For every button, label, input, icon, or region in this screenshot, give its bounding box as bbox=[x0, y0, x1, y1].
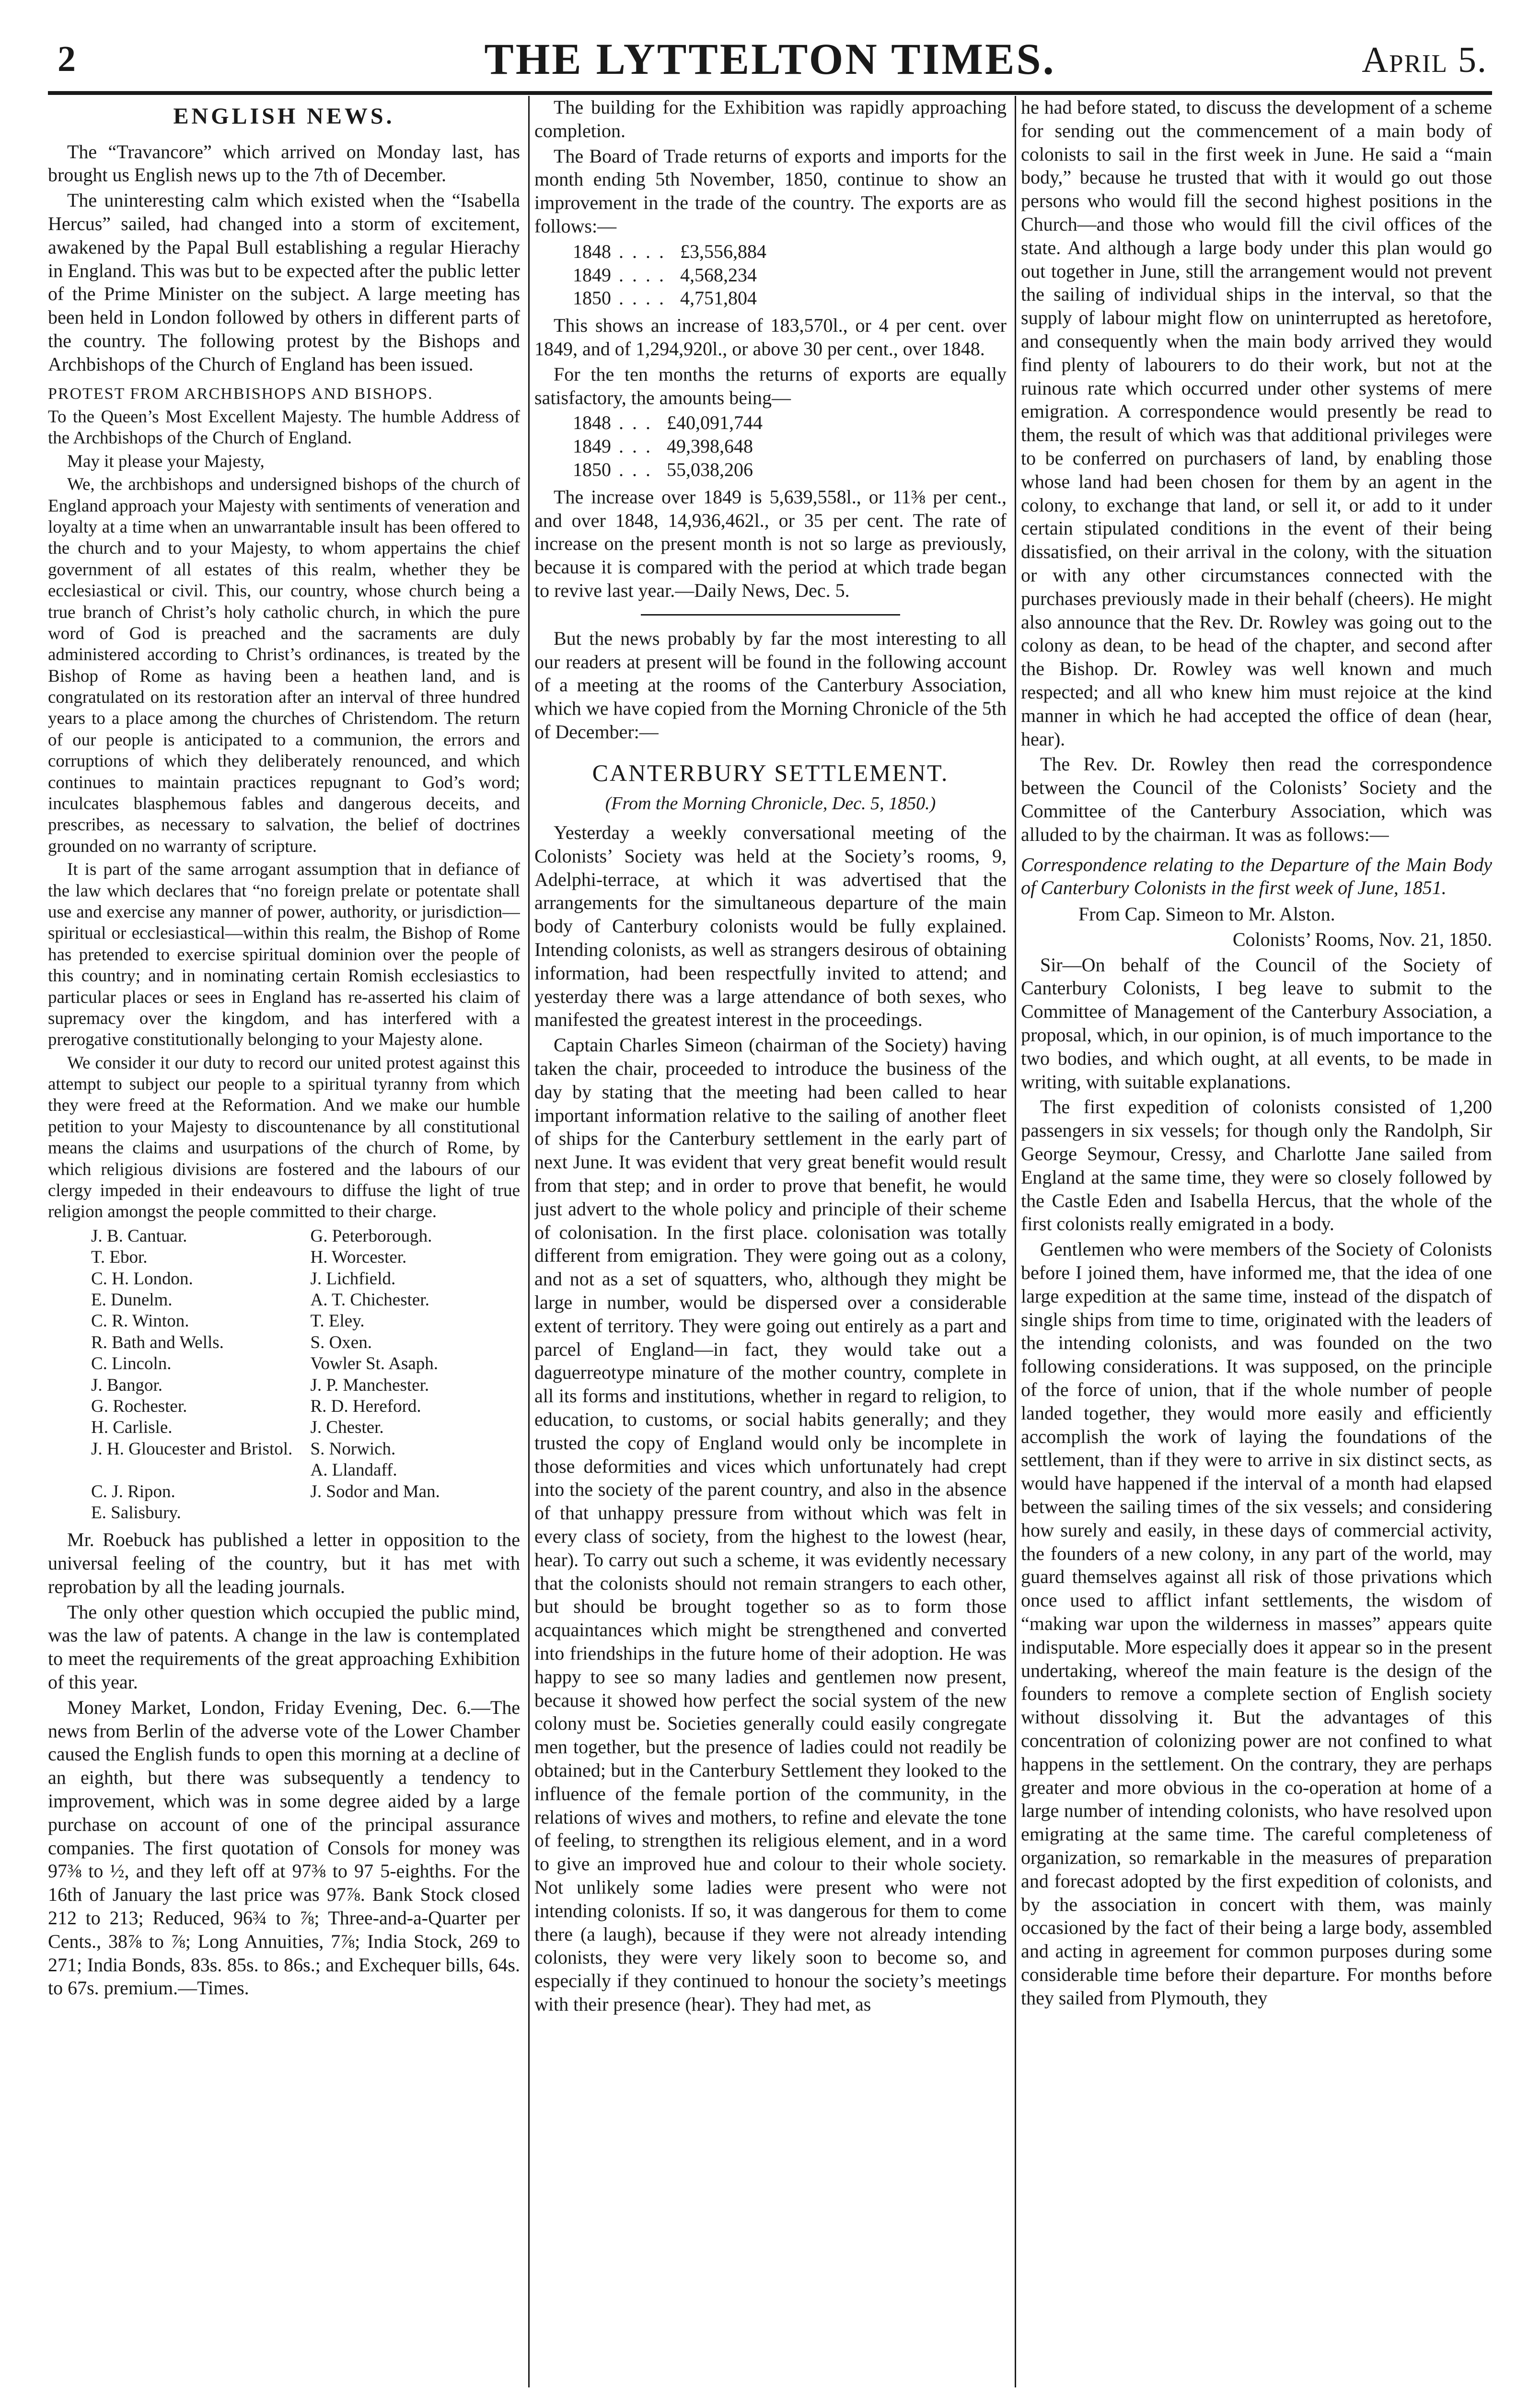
signatory: H. Carlisle. bbox=[91, 1418, 173, 1438]
signatory: S. Norwich. bbox=[310, 1439, 396, 1459]
signatory: G. Rochester. bbox=[91, 1396, 187, 1416]
signatory: J. Chester. bbox=[310, 1418, 384, 1438]
protest-paragraph: We consider it our duty to record our united protest against this attempt to subject our people to a spiritual tyranny from which they were freed at the Reformation. And we make our humble petition to your Majesty to discountenance by all constitutional means the claims and usurpations of the church of Rome, by which religious divisions are fostered and the labours of our clergy impeded in their endeavours to diffuse the light of true religion amongst the people committed to their charge. bbox=[48, 1053, 520, 1222]
article-paragraph: But the news probably by far the most interesting to all our readers at present will be found in the following account of a meeting at the rooms of the Canterbury Association, which we have copied from the Morning Chronicle of the 5th of December:— bbox=[534, 627, 1007, 743]
table-cell-year: 1850 bbox=[573, 287, 611, 309]
issue-date: April 5. bbox=[1362, 40, 1487, 80]
table-cell-amount: £40,091,744 bbox=[667, 412, 763, 434]
table-cell-amount: 49,398,648 bbox=[667, 435, 753, 457]
column-1 bbox=[48, 96, 520, 2387]
newspaper-title: THE LYTTELTON TIMES. bbox=[484, 35, 1056, 83]
article-paragraph: he had before stated, to discuss the development of a scheme for sending out the commencement of a main body of colonists to sail in the first week in June. He said a “main body,” because he trusted that with it would go out those persons who would fill the second highest positions in the Church—and those who would fill the civil offices of the state. And although a large body under this plan would go out together in June, still the arrangement would not prevent the sailing of individual ships in the interval, so that the supply of labour might flow on uninterrupted as heretofore, and consequently when the main body arrived they would find plenty of labourers to do their work, but not at the ruinous rate which occurred under other systems of mere emigration. A correspondence would presently be read to them, the result of which was that additional privileges were to be conferred on purchasers of land, by enabling those whose land had been chosen for them by an agent in the colony, to exchange that land, or sell it, or add to it under certain stipulated conditions in the event of their being dissatisfied, on their arrival in the colony, with the situation or with any other circumstances connected with the purchases previously made in their behalf (cheers). He might also announce that the Rev. Dr. Rowley was going out to the colony as dean, to be head of the chapter, and second after the Bishop. Dr. Rowley was well known and much respected; and all who knew him must rejoice at the kind manner in which he had accepted the office of dean (hear, hear). bbox=[1021, 96, 1492, 750]
signatory: G. Peterborough. bbox=[310, 1226, 432, 1246]
article-paragraph: Mr. Roebuck has published a letter in opposition to the universal feeling of the country, but it has met with reprobation by all the leading journals. bbox=[48, 1529, 520, 1597]
protest-paragraph: May it please your Majesty, bbox=[67, 451, 265, 471]
signatory: S. Oxen. bbox=[310, 1332, 372, 1352]
table-row bbox=[573, 411, 770, 435]
signatory: E. Dunelm. bbox=[91, 1290, 173, 1310]
signatories bbox=[91, 1226, 520, 1524]
article-paragraph: The uninteresting calm which existed when the “Isabella Hercus” sailed, had changed into a storm of excitement, awakened by the Papal Bull establishing a regular Hierachy in England. This was but to be expected after the public letter of the Prime Minister on the subject. A large meeting has been held in London followed by others in different parts of the country. The following protest by the Bishops and Archbishops of the Church of England has been issued. bbox=[48, 189, 520, 375]
signatory: R. D. Hereford. bbox=[310, 1396, 421, 1416]
protest-address: To the Queen’s Most Excellent Majesty. The humble Address of the Archbishops of the Church of England. bbox=[48, 407, 520, 448]
article-paragraph: The “Travancore” which arrived on Monday last, has brought us English news up to the 7th of December. bbox=[48, 140, 520, 186]
column-2 bbox=[534, 96, 1007, 2387]
article-paragraph: For the ten months the returns of exports are equally satisfactory, the amounts being— bbox=[534, 363, 1007, 408]
signatory: J. Sodor and Man. bbox=[310, 1481, 440, 1501]
column-3 bbox=[1021, 96, 1492, 2387]
letter-from-line: From Cap. Simeon to Mr. Alston. bbox=[1078, 903, 1335, 925]
signatory: R. Bath and Wells. bbox=[91, 1332, 224, 1352]
letter-paragraph: Sir—On behalf of the Council of the Society of Canterbury Colonists, I beg leave to submit to the Committee of Management of the Canterbury Association, a proposal, which, in our opinion, is of much importance to the two bodies, and which ought, at all events, to be made in writing, with suitable explanations. bbox=[1021, 954, 1492, 1093]
exports-table-ten-months bbox=[573, 411, 770, 481]
exports-table-month bbox=[573, 240, 774, 310]
signatory: A. T. Chichester. bbox=[310, 1290, 429, 1310]
signatory: J. H. Gloucester and Bristol. bbox=[91, 1439, 293, 1459]
article-paragraph: Yesterday a weekly conversational meeting of the Colonists’ Society was held at the Society’s rooms, 9, Adelphi-terrace, at which it was advertised that the arrangements for the simultaneous departure of the main body of Canterbury colonists would be fully explained. Intending colonists, as well as strangers desirous of obtaining information, had been respectfully invited to attend; and yesterday there was a large attendance of both sexes, who manifested the greatest interest in the proceedings. bbox=[534, 822, 1007, 1031]
table-leader: ... bbox=[619, 435, 659, 457]
page-number: 2 bbox=[58, 39, 76, 79]
signatory: J. Bangor. bbox=[91, 1375, 163, 1395]
signatory bbox=[311, 1502, 521, 1524]
table-cell-year: 1849 bbox=[573, 435, 611, 457]
table-cell-amount: 55,038,206 bbox=[667, 458, 753, 480]
signatory: A. Llandaff. bbox=[310, 1460, 397, 1480]
table-cell-year: 1848 bbox=[573, 240, 611, 262]
signatory: E. Salisbury. bbox=[91, 1502, 181, 1523]
signatory: J. B. Cantuar. bbox=[91, 1226, 187, 1246]
table-row bbox=[573, 458, 770, 482]
correspondence-title: Correspondence relating to the Departure of the Main Body of Canterbury Colonists in the first week of June, 1851. bbox=[1021, 853, 1492, 899]
signatory bbox=[91, 1460, 301, 1481]
table-row bbox=[573, 240, 774, 264]
signatory: H. Worcester. bbox=[310, 1247, 407, 1268]
table-cell-amount: £3,556,884 bbox=[680, 240, 766, 262]
table-leader: .... bbox=[619, 240, 672, 262]
article-paragraph: The only other question which occupied the public mind, was the law of patents. A change in the law is contemplated to meet the requirements of the great approaching Exhibition of this year. bbox=[48, 1601, 520, 1693]
signatory: T. Ebor. bbox=[91, 1247, 148, 1268]
letter-place-line: Colonists’ Rooms, Nov. 21, 1850. bbox=[1232, 928, 1492, 950]
table-leader: .... bbox=[619, 287, 672, 309]
table-cell-amount: 4,751,804 bbox=[680, 287, 757, 309]
section-separator bbox=[641, 614, 901, 616]
table-leader: ... bbox=[619, 412, 659, 434]
section-heading: ENGLISH NEWS. bbox=[173, 104, 395, 129]
signatory: T. Eley. bbox=[310, 1311, 365, 1331]
article-paragraph: The Board of Trade returns of exports and imports for the month ending 5th November, 1850, continue to show an improvement in the trade of the country. The exports are as follows:— bbox=[534, 145, 1007, 237]
signatory: C. R. Winton. bbox=[91, 1311, 189, 1331]
table-leader: ... bbox=[619, 458, 659, 480]
masthead bbox=[48, 29, 1492, 95]
section-heading: CANTERBURY SETTLEMENT. bbox=[592, 759, 949, 786]
article-paragraph: The increase over 1849 is 5,639,558l., or 11⅜ per cent., and over 1848, 14,936,462l., or 35 per cent. The rate of increase on the present month is not so large as previously, because it is compared with the period at which trade began to revive last year.—Daily News, Dec. 5. bbox=[534, 486, 1007, 601]
article-paragraph: This shows an increase of 183,570l., or 4 per cent. over 1849, and of 1,294,920l., or above 30 per cent., over 1848. bbox=[534, 314, 1007, 360]
table-cell-year: 1849 bbox=[573, 264, 611, 286]
letter-paragraph: Gentlemen who were members of the Society of Colonists before I joined them, have informed me, that the idea of one large expedition at the same time, instead of the dispatch of single ships from time to time, originated with the leaders of the intending colonists, and was founded on the two following considerations. It was supposed, on the principle of the force of union, that if the whole number of people landed together, they would more easily and efficiently accomplish the work of laying the foundations of the settlement, than if they were to arrive in six distinct sects, as would have happened if the interval of a month had elapsed between the sailing times of the six vessels; and considering how surely and easily, in these days of commercial activity, the founders of a new colony, in any part of the world, may guard themselves against all risk of those privations which once used to afflict infant settlements, the wisdom of “making war upon the wilderness in masses” appears quite indisputable. More especially does it appear so in the present undertaking, whereof the main feature is the design of the founders to remove a complete section of English society without dissolving it. But the advantages of this concentration of colonizing power are not confined to what happens in the settlement. On the contrary, they are perhaps greater and more obvious in the co-operation at home of a large number of intending colonists, who have resolved upon emigrating at the same time. The careful completeness of organization, so remarkable in the measures of preparation and forecast adopted by the first expedition of colonists, and by the association in concert with them, was mainly occasioned by the fact of their being a large body, assembled and acting in agreement for common purposes during some considerable time before their departure. For months before they sailed from Plymouth, they bbox=[1021, 1238, 1492, 2009]
protest-paragraph: We, the archbishops and undersigned bishops of the church of England approach your Majesty with sentiments of veneration and loyalty at a time when an unwarrantable insult has been offered to the church and to your Majesty, to whom appertains the chief government of all estates of this realm, whether they be ecclesiastical or civil. This, our country, whose church being a true branch of Christ’s holy catholic church, in which the pure word of God is preached and the sacraments are duly administered according to Christ’s ordinances, is treated by the Bishop of Rome as having been a heathen land, and is congratulated on its restoration after an interval of three hundred years to a place among the churches of Christendom. The return of our people is anticipated to a communion, the errors and corruptions of which they deliberately renounced, and which continues to maintain practices repugnant to God’s word; inculcates blasphemous fables and dangerous deceits, and prescribes, as necessary to salvation, the belief of doctrines grounded on no warranty of scripture. bbox=[48, 475, 520, 856]
article-paragraph: The building for the Exhibition was rapidly approaching completion. bbox=[534, 96, 1007, 141]
signatory: C. J. Ripon. bbox=[91, 1481, 175, 1501]
protest-paragraph: It is part of the same arrogant assumption that in defiance of the law which declares that “no foreign prelate or potentate shall use and exercise any manner of power, authority, or jurisdiction—spiritual or ecclesiastical—within this realm, the Bishop of Rome has pretended to exercise spiritual dominion over the people of this country; and in nominating certain Romish ecclesiastics to particular places or sees in England has re-asserted his claim of supremacy over the kingdom, and has interfered with a prerogative constitutionally belonging to your Majesty alone. bbox=[48, 860, 520, 1050]
columns bbox=[48, 96, 1492, 2387]
protest-title: PROTEST FROM ARCHBISHOPS AND BISHOPS. bbox=[48, 384, 433, 403]
table-cell-amount: 4,568,234 bbox=[680, 264, 757, 286]
table-leader: .... bbox=[619, 264, 672, 286]
article-paragraph: Captain Charles Simeon (chairman of the Society) having taken the chair, proceeded to introduce the business of the day by stating that the meeting had been called to hear important information relative to the sailing of another fleet of ships for the Canterbury settlement in the early part of next June. It was evident that very great benefit would result from that step; and in order to prove that benefit, he would just advert to the whole policy and principle of their scheme of colonisation. In the first place. colonisation was totally different from emigration. They were going out as a colony, and not as a set of squatters, who, although they might be large in number, would be dispersed over a considerable extent of territory. They were going out entirely as a part and parcel of England—in fact, they would take out a daguerreotype minature of the mother country, complete in all its forms and institutions, whether in regard to religion, to education, to customs, or social habits generally; and they trusted the copy of England would only be incomplete in those deformities and vices which unfortunately had crept into the society of the parent country, and also in the absence of that unhappy pressure from without which was felt in every class of society, from the highest to the lowest (hear, hear). To carry out such a scheme, it was evidently necessary that the colonists should not remain strangers to each other, but should be brought together so as to form those acquaintances which might be strengthened and converted into friendships in the future home of their adoption. He was happy to see so many ladies and gentlemen now present, because it showed how perfect the social system of the new colony must be. Societies generally could easily congregate men together, but the presence of ladies could not readily be obtained; but in the Canterbury Settlement they looked to the influence of the female portion of the community, in the relations of wives and mothers, to refine and elevate the tone of feeling, to strengthen its religious element, and in a word to give an improved hue and colour to their whole society. Not unlikely some ladies were present who were not intending colonists. If so, it was dangerous for them to come there (a laugh), because if they were not already intending colonists, they were very likely soon to become so, and especially if they continued to honour the society’s meetings with their presence (hear). They had met, as bbox=[534, 1034, 1007, 2015]
signatory: J. P. Manchester. bbox=[310, 1375, 429, 1395]
signatory: J. Lichfield. bbox=[310, 1268, 396, 1289]
letter-paragraph: The first expedition of colonists consisted of 1,200 passengers in six vessels; for though only the Randolph, Sir George Seymour, Cressy, and Charlotte Jane sailed from England at the same time, they were so closely followed by the Castle Eden and Isabella Hercus, that the whole of the first colonists really emigrated in a body. bbox=[1021, 1096, 1492, 1235]
section-subheading: (From the Morning Chronicle, Dec. 5, 1850.) bbox=[605, 793, 936, 814]
signatory: Vowler St. Asaph. bbox=[310, 1354, 439, 1374]
money-market-paragraph: Money Market, London, Friday Evening, Dec. 6.—The news from Berlin of the adverse vote of the Lower Chamber caused the English funds to open this morning at a decline of an eighth, but there was subsequently a tendency to improvement, which was in some degree aided by a large purchase on account of one of the principal assurance companies. The first quotation of Consols for money was 97⅜ to ½, and they left off at 97⅜ to 97 5-eighths. For the 16th of January the last price was 97⅞. Bank Stock closed 212 to 213; Reduced, 96¾ to ⅞; Three-and-a-Quarter per Cents., 38⅞ to ⅞; Long Annuities, 7⅞; India Stock, 269 to 271; India Bonds, 83s. 85s. to 86s.; and Exchequer bills, 64s. to 67s. premium.—Times. bbox=[48, 1696, 520, 1999]
signatory: C. H. London. bbox=[91, 1268, 193, 1289]
table-cell-year: 1848 bbox=[573, 412, 611, 434]
article-paragraph: The Rev. Dr. Rowley then read the correspondence between the Council of the Colonists’ Society and the Committee of the Canterbury Association, which was alluded to by the chairman. It was as follows:— bbox=[1021, 753, 1492, 845]
table-cell-year: 1850 bbox=[573, 458, 611, 480]
table-row bbox=[573, 435, 770, 458]
signatory: C. Lincoln. bbox=[91, 1354, 172, 1374]
table-row bbox=[573, 287, 774, 310]
table-row bbox=[573, 264, 774, 287]
